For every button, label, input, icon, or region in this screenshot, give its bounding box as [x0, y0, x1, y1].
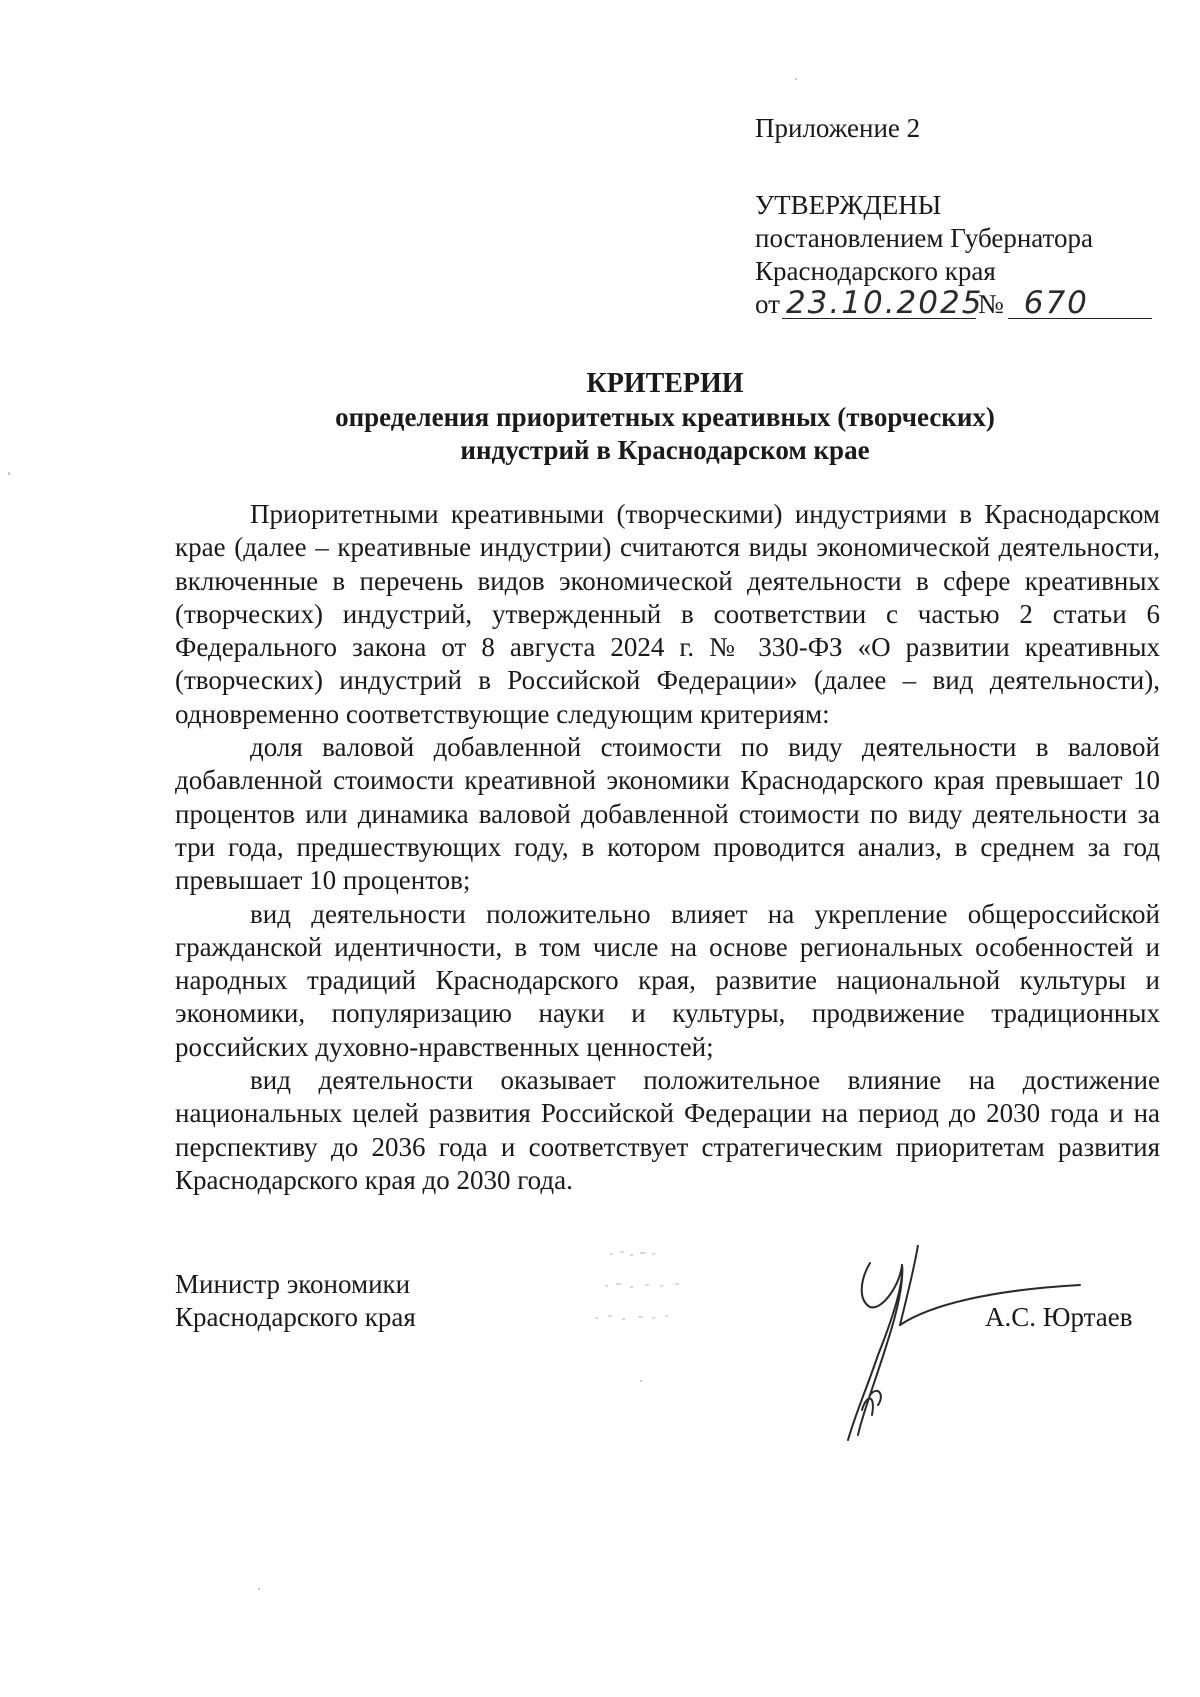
- scan-speck: [795, 78, 797, 80]
- body-paragraph-intro: Приоритетными креативными (творческими) индустриями в Краснодарском крае (далее – креативные индустрии) считаются виды экономической деятельности, включенные в перечень видов экономической деятельности в сфере креативных (творческих) индустрий, утвержденный в соответствии с частью 2 статьи 6 Федерального закона от 8 августа 2024 г. № 330-ФЗ «О развитии креативных (творческих) индустрий в Российской Федерации» (далее – вид деятельности), одновременно соответствующие следующим критериям:: [175, 499, 1160, 729]
- approved-by-line-1: постановлением Губернатора: [755, 223, 1093, 253]
- date-value: 23.10.2025: [782, 288, 976, 319]
- body-paragraph-criterion-1: доля валовой добавленной стоимости по виду деятельности в валовой добавленной стоимости креативной экономики Краснодарского края превышает 10 процентов или динамика валовой добавленной стоимости по виду деятельности за три года, предшествующих году, в котором проводится анализ, в среднем за год превышает 10 процентов;: [175, 732, 1160, 896]
- approval-block: [755, 112, 1155, 321]
- scan-speck: [258, 1588, 260, 1590]
- signatory-position-line-1: Министр экономики: [175, 1269, 411, 1299]
- faint-stamp-mark: [590, 1245, 740, 1345]
- body-paragraph-criterion-3: вид деятельности оказывает положительное влияние на достижение национальных целей развития Российской Федерации на период до 2030 года и на перспективу до 2036 года и соответствует стратегическим приоритетам развития Краснодарского края до 2030 года.: [175, 1065, 1160, 1195]
- scan-speck: [640, 1380, 642, 1382]
- body-paragraph-criterion-2: вид деятельности положительно влияет на укрепление общероссийской гражданской идентичности, в том числе на основе региональных особенностей и народных традиций Краснодарского края, развитие национальной культуры и экономики, популяризацию науки и культуры, продвижение традиционных российских духовно-нравственных ценностей;: [175, 898, 1160, 1062]
- signatory-name: А.С. Юртаев: [985, 1302, 1133, 1332]
- scan-speck: [8, 472, 10, 475]
- approved-by-line-2: Краснодарского края: [755, 256, 996, 286]
- signatory-position-line-2: Краснодарского края: [175, 1302, 416, 1332]
- annex-label: Приложение 2: [755, 113, 921, 143]
- number-sign: №: [977, 289, 1004, 319]
- document-body: [175, 498, 1160, 1197]
- title-sub-line-2: индустрий в Краснодарском крае: [460, 435, 870, 465]
- handwritten-signature: [830, 1245, 1100, 1445]
- date-prefix: от: [755, 289, 780, 319]
- date-number-line: [755, 285, 1155, 321]
- document-title: [170, 367, 1160, 467]
- signatory-position: [175, 1268, 416, 1334]
- title-sub-line-1: определения приоритетных креативных (творческих): [335, 402, 995, 432]
- title-main: КРИТЕРИИ: [586, 368, 744, 399]
- number-value: 670: [1008, 288, 1152, 319]
- approved-label: УТВЕРЖДЕНЫ: [755, 190, 942, 220]
